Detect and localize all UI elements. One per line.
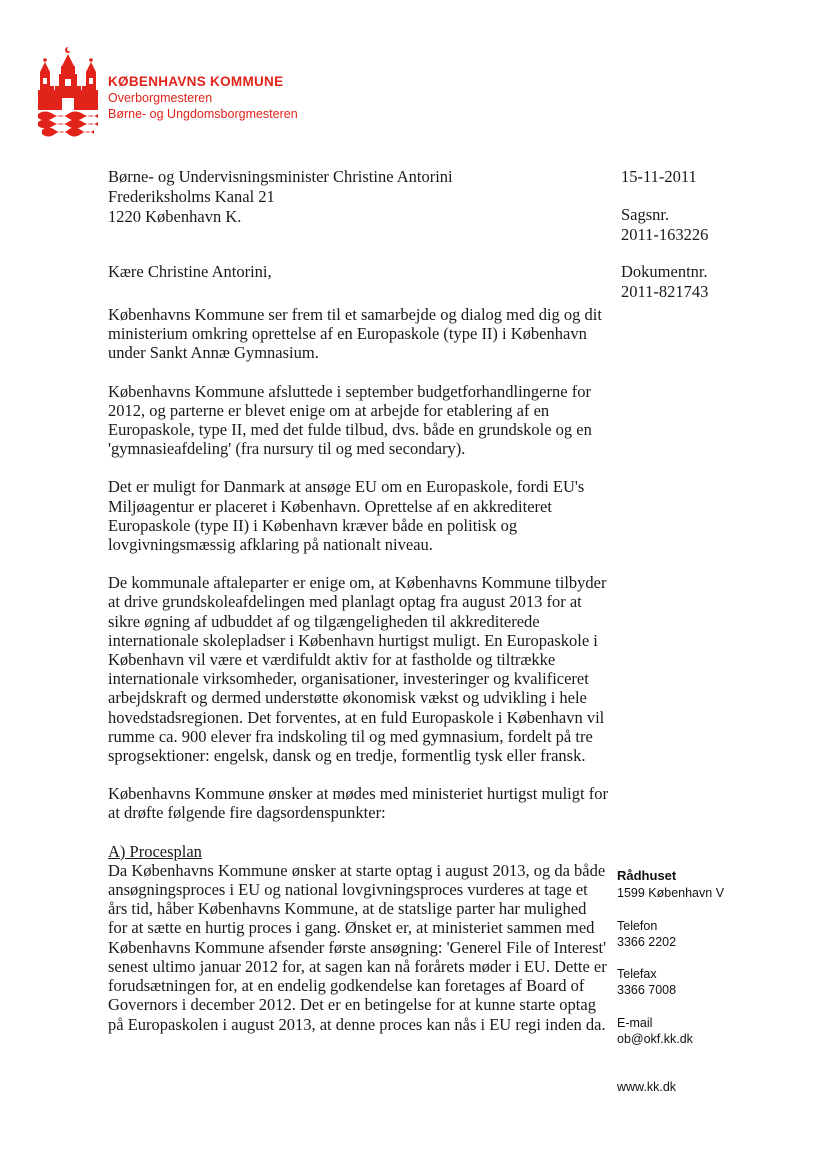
contact-fax-label: Telefax [617,967,657,981]
paragraph-5: Københavns Kommune ønsker at mødes med ministeriet hurtigst muligt for at drøfte følgende fire dagsordenspunkter: [108,784,608,823]
letterhead [108,74,298,122]
section-a [108,842,608,1034]
paragraph-2: Københavns Kommune afsluttede i september budgetforhandlingerne for 2012, og parterne er blevet enige om at arbejde for etablering af en Europaskole, type II, med det fulde tilbud, dvs. både en grundskole og en 'gymnasieafdeling' (fra nursury til og med secondary). [108,381,592,459]
office-line-1: Overborgmesteren [108,91,213,105]
recipient-line-3: 1220 København K. [108,207,242,226]
contact-phone: 3366 2202 [617,935,677,949]
section-a-text: Da Københavns Kommune ønsker at starte optag i august 2013, og da både ansøgningsproces i EU og national lovgivningsproces vurderes at tage et års tid, håber Københavns Kommune, at de statslige parter har mulighed for at sætte en hurtig proces i gang. Ønsket er, at ministeriet sammen med Københavns Kommune afsender første ansøgning: 'Generel File of Interest' senest ultimo januar 2012 for, at sagen kan nå forårets møder i EU. Dette er forudsætningen for, at en endelig godkendelse kan foretages af Board of Governors i december 2012. Det er en betingelse for at kunne starte optag på Europaskolen i august 2013, at denne proces kan nås i EU regi inden da. [108,860,607,1034]
contact-building: Rådhuset [617,868,677,883]
recipient-line-2: Frederiksholms Kanal 21 [108,187,275,206]
paragraph-3: Det er muligt for Danmark at ansøge EU om en Europaskole, fordi EU's Miljøagentur er placeret i København. Oprettelse af en akkrediteret Europaskole (type II) i København kræver både en politisk og lovgivningsmæssig afklaring på nationalt niveau. [108,477,585,555]
document-number-block [621,262,708,302]
document-number: 2011-821743 [621,282,709,301]
contact-phone-label: Telefon [617,919,658,933]
org-name: KØBENHAVNS KOMMUNE [108,74,284,89]
case-number: 2011-163226 [621,225,709,244]
contact-email-label: E-mail [617,1016,653,1030]
case-number-block [621,205,708,245]
recipient-line-1: Børne- og Undervisningsminister Christine Antorini [108,167,453,186]
contact-fax: 3366 7008 [617,983,677,997]
office-line-2: Børne- og Ungdomsborgmesteren [108,107,298,121]
document-label: Dokumentnr. [621,262,708,281]
contact-website: www.kk.dk [617,1080,677,1094]
recipient-address [108,167,453,227]
case-label: Sagsnr. [621,205,670,224]
letter-body [108,305,608,1053]
section-a-heading: A) Procesplan [108,841,202,861]
contact-address: 1599 København V [617,886,725,900]
paragraph-4: De kommunale aftaleparter er enige om, at Københavns Kommune tilbyder at drive grundskoleafdelingen med planlagt optag fra august 2013 for at sikre øgning af udbuddet af og tilgængeligheden til akkrediterede internationale skolepladser i København hurtigst muligt. En Europaskole i København vil være et værdifuldt aktiv for at fastholde og tiltrække internationale virksomheder, organisationer, investeringer og kvalificeret arbejdskraft og dermed understøtte økonomisk vækst og udvikling i hele hovedstadsregionen. Det forventes, at en fuld Europaskole i København vil rumme ca. 900 elever fra indskoling til og med gymnasium, fordelt på tre sprogsektioner: engelsk, dansk og en tredje, formentlig tysk eller fransk. [108,573,607,766]
paragraph-1: Københavns Kommune ser frem til et samarbejde og dialog med dig og dit ministerium omkring oprettelse af en Europaskole (type II) i København under Sankt Annæ Gymnasium. [108,305,602,363]
salutation: Kære Christine Antorini, [108,262,272,281]
letter-date: 15-11-2011 [621,167,697,186]
contact-email: ob@okf.kk.dk [617,1032,693,1046]
copenhagen-coat-of-arms-icon [36,46,100,142]
